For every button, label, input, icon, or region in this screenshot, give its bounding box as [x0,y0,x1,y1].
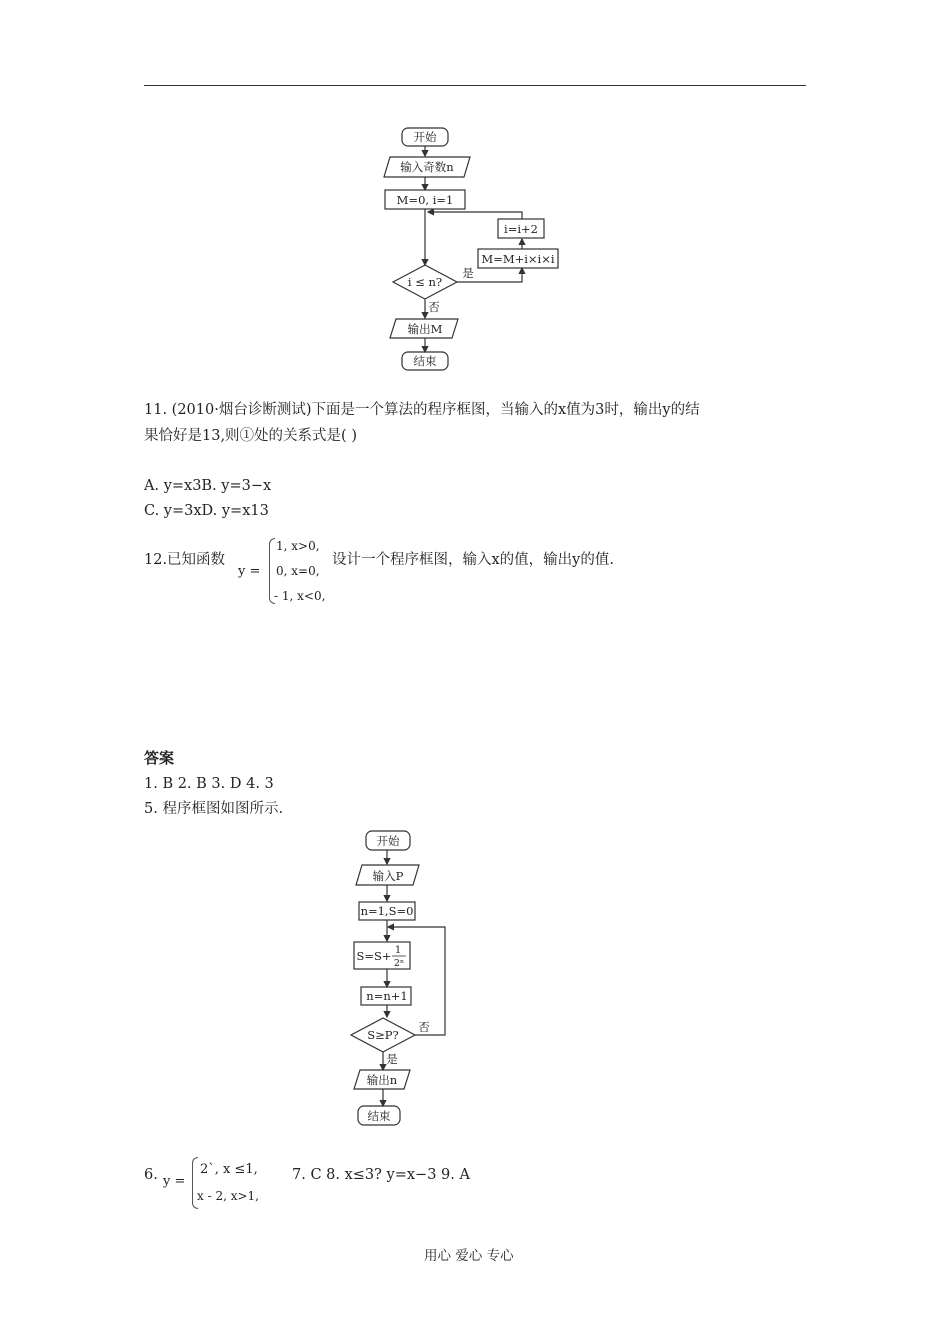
output-label: 输出M [407,322,443,336]
input-label: 输入奇数n [400,160,454,174]
flowchart-2 [340,825,470,1130]
no-label-2: 否 [418,1020,430,1034]
q11-line1: 11. (2010·烟台诊断测试)下面是一个算法的程序框图，当输入的x值为3时，输出y的结 [144,402,700,418]
header-rule [144,85,806,86]
init-label-2: n=1,S=0 [360,904,414,918]
accumulate-label: M=M+i×i×i [481,252,555,266]
answers-rest: 7. C 8. x≤3? y=x−3 9. A [292,1167,470,1183]
q6-label: 6. [144,1167,158,1183]
q6-y: y = [163,1174,186,1189]
q12-case2: 0, x=0, [276,564,320,578]
q12-prefix: 12.已知函数 [144,552,226,568]
init-label: M=0, i=1 [396,193,454,207]
output-label-2: 输出n [366,1073,398,1087]
yes-label-2: 是 [386,1052,398,1066]
start-label-2: 开始 [376,834,400,848]
condition-label: i ≤ n? [407,275,443,289]
q11-option-cd: C. y=3xD. y=x13 [144,503,269,519]
q12-case3: - 1, x<0, [274,589,326,603]
answers-line1: 1. B 2. B 3. D 4. 3 [144,776,274,792]
frac-den: 2ⁿ [393,958,405,969]
no-label: 否 [428,300,440,314]
input-label-2: 输入P [372,869,404,883]
update-s-label: S=S+ [356,949,392,963]
yes-label: 是 [462,266,474,280]
q6-case1: 2ˋ, x ≤1, [200,1162,258,1177]
q12-case1: 1, x>0, [276,539,320,553]
end-label-2: 结束 [367,1109,391,1123]
answers-heading: 答案 [144,749,175,767]
answers-line2: 5. 程序框图如图所示. [144,801,284,817]
flowchart-1 [370,120,600,380]
q11-option-ab: A. y=x3B. y=3−x [144,478,272,494]
increment-label-2: n=n+1 [366,989,408,1003]
frac-num: 1 [394,945,402,956]
q12-y: y = [238,564,261,579]
q11-line2: 果恰好是13,则①处的关系式是( ) [144,428,357,444]
q12-suffix: 设计一个程序框图，输入x的值，输出y的值. [332,552,614,568]
q6-case2: x - 2, x>1, [197,1189,259,1203]
end-label: 结束 [413,354,437,368]
start-label: 开始 [413,130,437,144]
condition-label-2: S≥P? [367,1028,399,1042]
footer-motto: 用心 爱心 专心 [424,1248,514,1264]
increment-label: i=i+2 [504,222,538,236]
